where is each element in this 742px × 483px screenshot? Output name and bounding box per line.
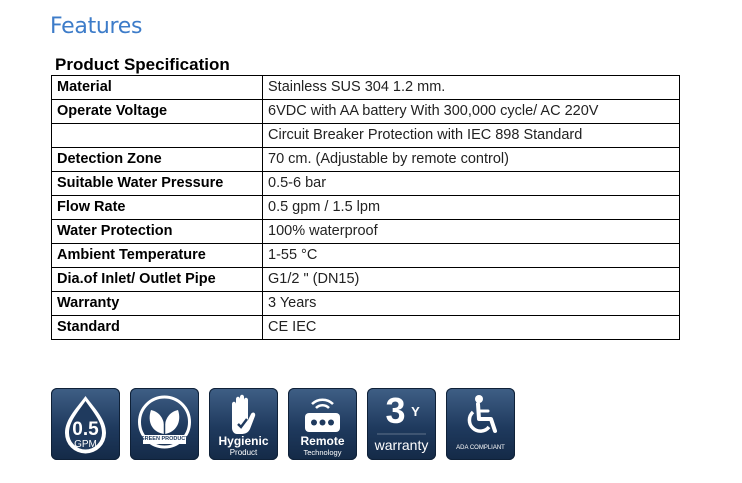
spec-label-water-pressure: Suitable Water Pressure xyxy=(52,172,263,196)
remote-technology-badge xyxy=(288,388,357,460)
table-row xyxy=(52,124,680,148)
table-row xyxy=(52,148,680,172)
specification-table xyxy=(51,75,680,340)
spec-label-warranty: Warranty xyxy=(52,292,263,316)
warranty-badge xyxy=(367,388,436,460)
warranty-number: 3 xyxy=(385,390,406,431)
features-title: Features xyxy=(50,14,143,39)
table-row xyxy=(52,100,680,124)
spec-label-standard: Standard xyxy=(52,316,263,340)
table-row xyxy=(52,196,680,220)
feature-badges xyxy=(51,388,515,460)
spec-value-water-pressure: 0.5-6 bar xyxy=(263,172,680,196)
spec-value-warranty: 3 Years xyxy=(263,292,680,316)
spec-value-flow-rate: 0.5 gpm / 1.5 lpm xyxy=(263,196,680,220)
spec-label-pipe-diameter: Dia.of Inlet/ Outlet Pipe xyxy=(52,268,263,292)
table-row xyxy=(52,268,680,292)
gpm-value: 0.5 xyxy=(72,419,99,440)
spec-value-ambient-temperature: 1-55 °C xyxy=(263,244,680,268)
green-product-label: GREEN PRODUCT xyxy=(140,436,189,442)
warranty-label: warranty xyxy=(374,437,429,453)
spec-value-operate-voltage: 6VDC with AA battery With 300,000 cycle/ AC 220V xyxy=(263,100,680,124)
warranty-unit: Y xyxy=(411,404,420,419)
table-row xyxy=(52,244,680,268)
product-specification-title: Product Specification xyxy=(55,55,230,74)
table-row xyxy=(52,316,680,340)
spec-label-flow-rate: Flow Rate xyxy=(52,196,263,220)
hygienic-label: Hygienic xyxy=(218,434,269,448)
spec-value-water-protection: 100% waterproof xyxy=(263,220,680,244)
remote-sublabel: Technology xyxy=(303,448,342,457)
spec-value-material: Stainless SUS 304 1.2 mm. xyxy=(263,76,680,100)
spec-value-detection-zone: 70 cm. (Adjustable by remote control) xyxy=(263,148,680,172)
hygienic-sublabel: Product xyxy=(229,448,258,457)
spec-label-material: Material xyxy=(52,76,263,100)
spec-label-operate-voltage: Operate Voltage xyxy=(52,100,263,124)
spec-label-ambient-temperature: Ambient Temperature xyxy=(52,244,263,268)
spec-label-water-protection: Water Protection xyxy=(52,220,263,244)
spec-value-standard: CE IEC xyxy=(263,316,680,340)
table-row xyxy=(52,292,680,316)
table-row xyxy=(52,172,680,196)
gpm-badge xyxy=(51,388,120,460)
leaves-icon xyxy=(130,388,199,460)
hygienic-product-badge xyxy=(209,388,278,460)
gpm-unit: GPM xyxy=(74,439,97,450)
table-row xyxy=(52,220,680,244)
spec-label-empty xyxy=(52,124,263,148)
remote-label: Remote xyxy=(300,434,345,448)
ada-compliant-badge xyxy=(446,388,515,460)
ada-label: ADA COMPLIANT xyxy=(456,445,505,451)
spec-value-pipe-diameter: G1/2 " (DN15) xyxy=(263,268,680,292)
spec-value-circuit-breaker: Circuit Breaker Protection with IEC 898 Standard xyxy=(263,124,680,148)
table-row xyxy=(52,76,680,100)
spec-label-detection-zone: Detection Zone xyxy=(52,148,263,172)
green-product-badge xyxy=(130,388,199,460)
